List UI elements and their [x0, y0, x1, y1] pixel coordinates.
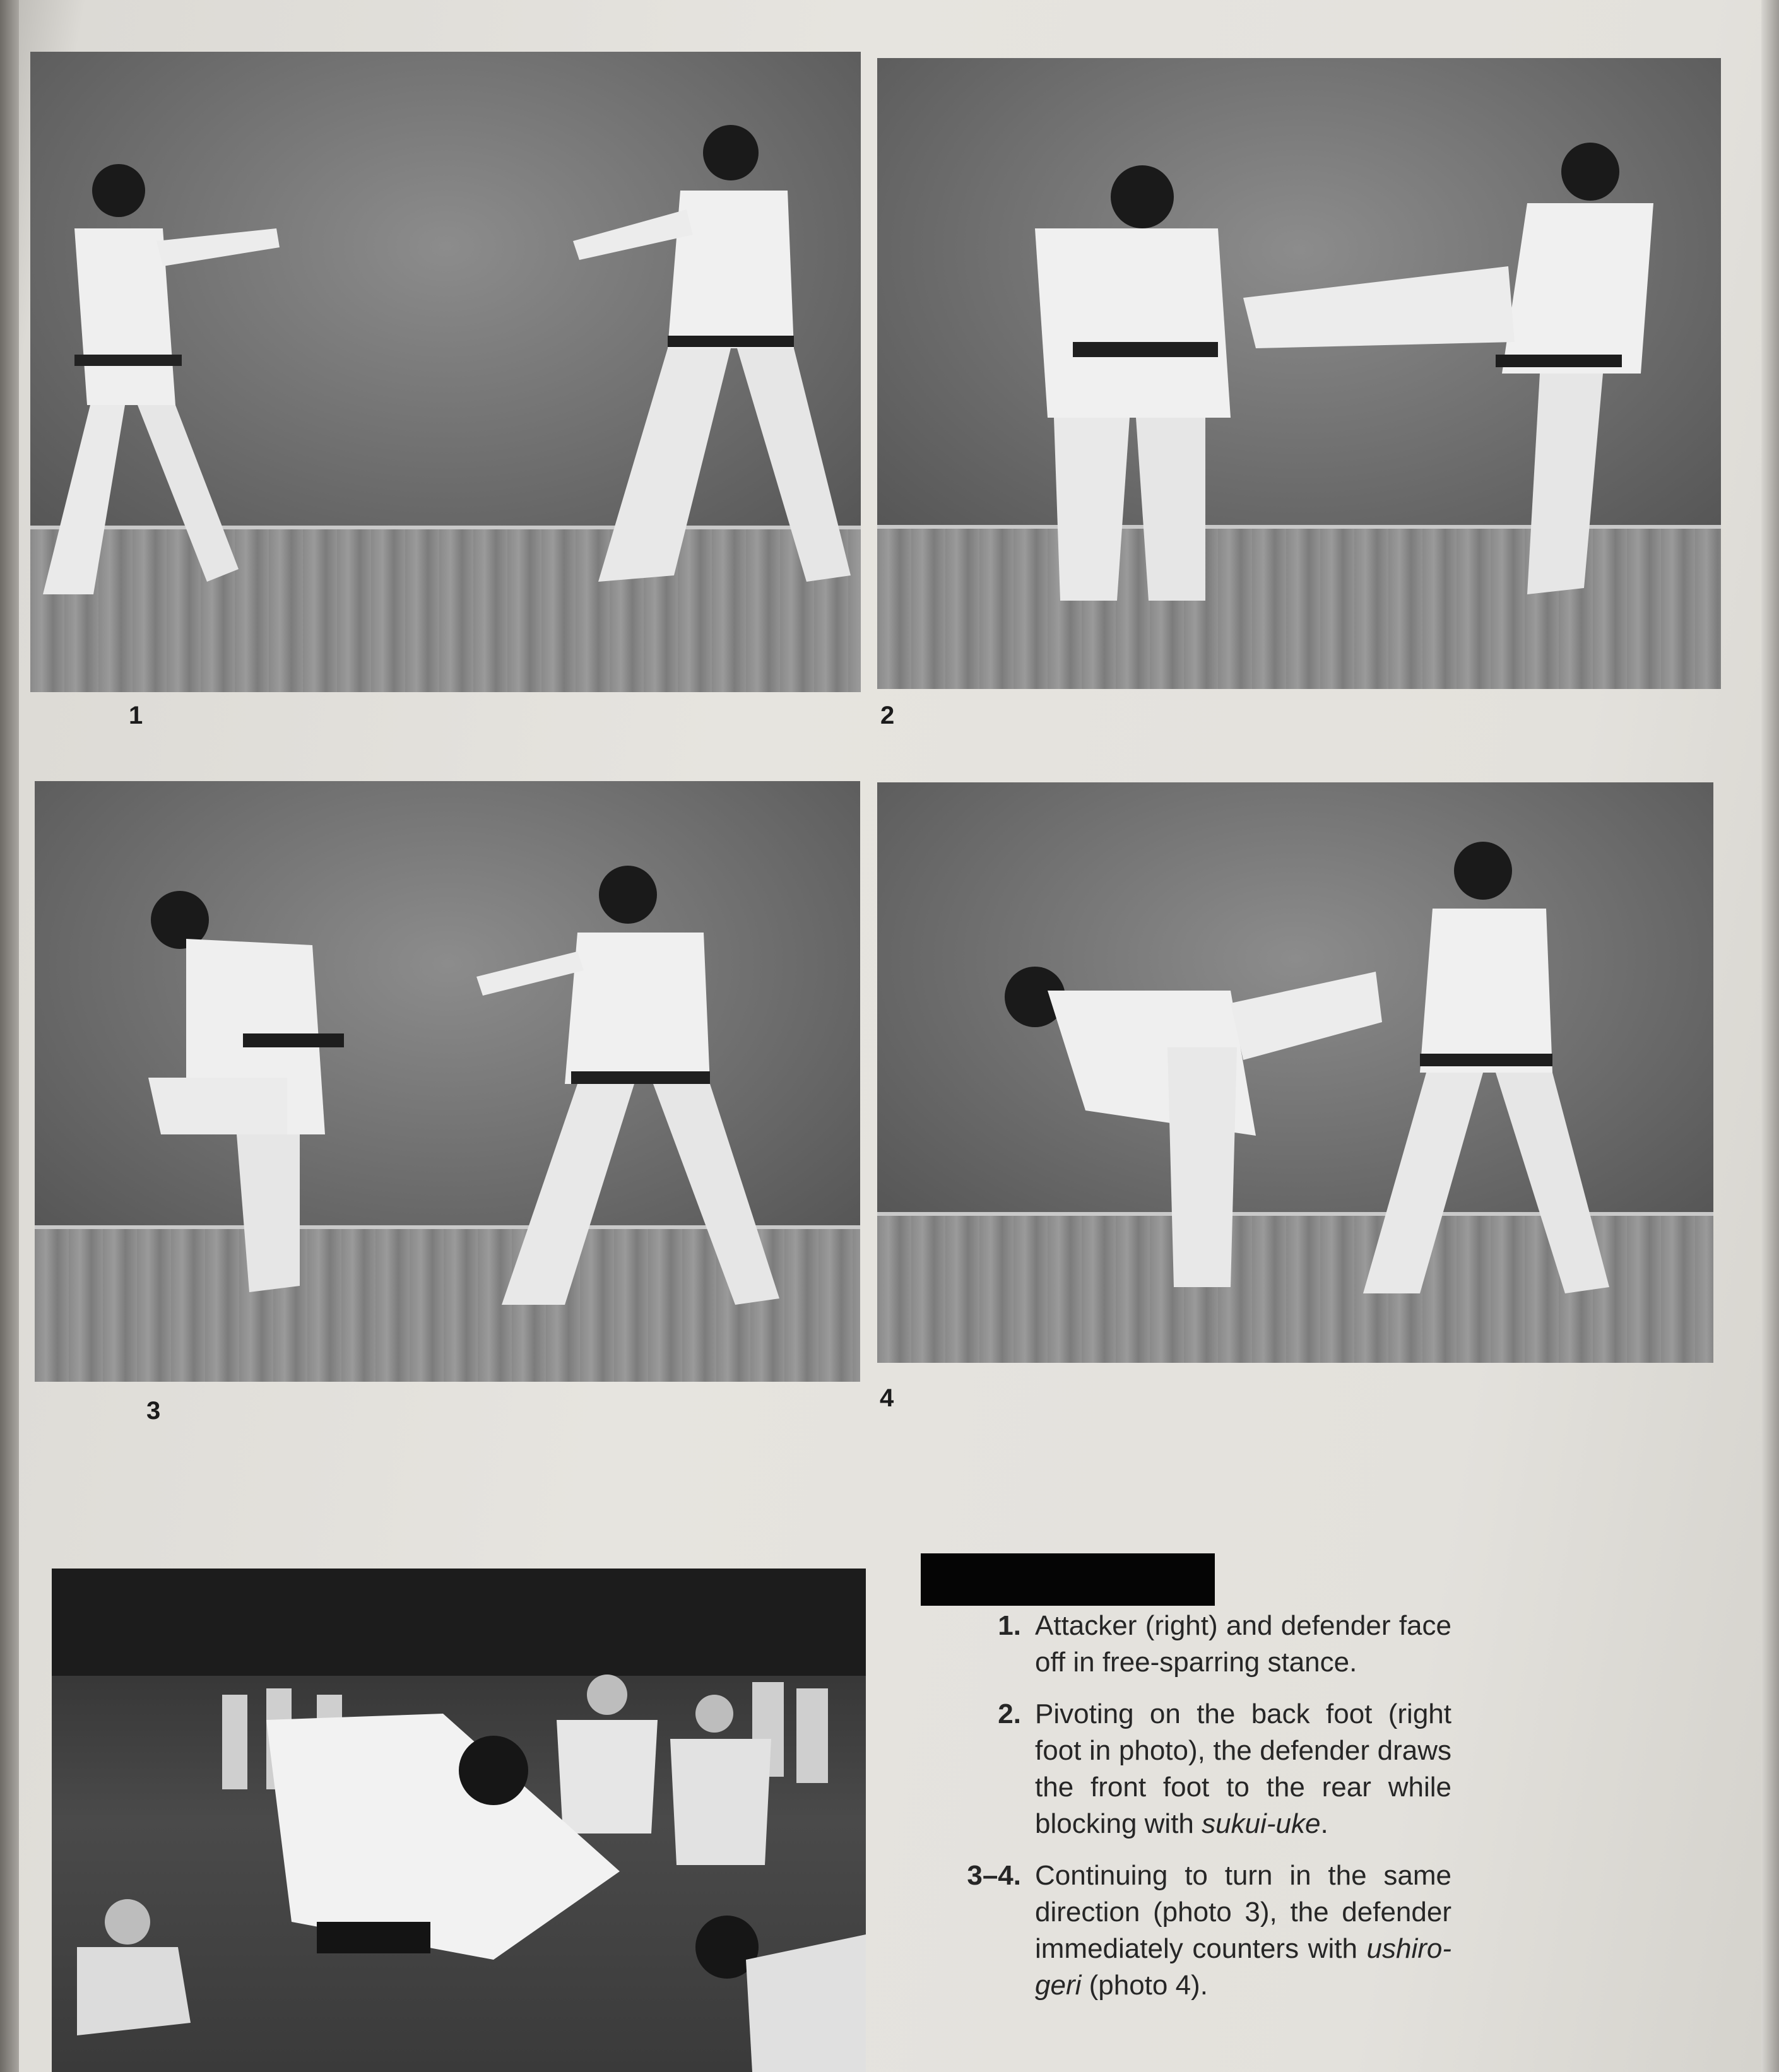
step-text: [1035, 1696, 1451, 1842]
photo-3: [35, 781, 860, 1382]
photo-4-figures: [877, 782, 1713, 1363]
photo-4: [877, 782, 1713, 1363]
step-number: 2.: [998, 1698, 1021, 1729]
step-number: 1.: [998, 1610, 1021, 1641]
photo-2: [877, 58, 1721, 689]
step-text-after: (photo 4).: [1081, 1970, 1208, 2001]
photo-3-figures: [35, 781, 860, 1382]
photo-2-number: 2: [880, 702, 895, 729]
photo-4-number: 4: [880, 1384, 894, 1412]
redacted-heading: [921, 1553, 1215, 1606]
photo-3-number: 3: [146, 1397, 161, 1425]
step-item: [959, 1608, 1451, 1681]
step-text: Attacker (right) and defender face off in free-sparring stance.: [1035, 1610, 1451, 1678]
step-list: [959, 1608, 1451, 2019]
step-item: [959, 1696, 1451, 1842]
photo-crowd: [52, 1569, 866, 2072]
step-item: [959, 1857, 1451, 2004]
step-text-before: Pivoting on the back foot (right foot in photo), the defender draws the front foot to the rear while blocking with: [1035, 1698, 1451, 1839]
photo-1-number: 1: [129, 702, 143, 729]
photo-2-figures: [877, 58, 1721, 689]
photo-1-figures: [30, 52, 861, 692]
step-text-before: Continuing to turn in the same direction (photo 3), the defender immediately counters with: [1035, 1860, 1451, 1964]
step-text: [1035, 1857, 1451, 2004]
photo-crowd-figures: [52, 1569, 866, 2072]
step-text-after: .: [1320, 1808, 1328, 1839]
page-binding-shadow: [0, 0, 19, 2072]
page-edge-shadow: [1761, 0, 1779, 2072]
technique-term: ushiro-geri: [1035, 1933, 1451, 2001]
photo-1: [30, 52, 861, 692]
technique-term: sukui-uke: [1202, 1808, 1321, 1839]
step-number: 3–4.: [967, 1860, 1021, 1891]
